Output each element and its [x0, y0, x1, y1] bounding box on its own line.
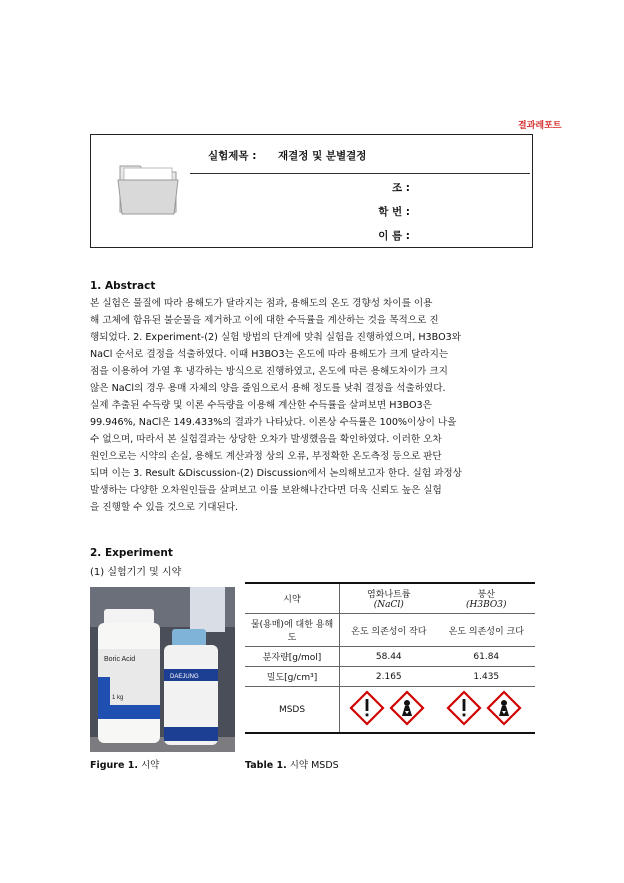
abstract-line: 되며 이는 3. Result &Discussion-(2) Discussion에서 논의해보고자 한다. 실험 과정상	[90, 468, 462, 479]
table-caption	[245, 757, 339, 771]
svg-text:1 kg: 1 kg	[112, 695, 124, 701]
reagent-bottles-image	[90, 587, 235, 752]
abstract-line: 99.946%, NaCl은 149.433%의 결과가 나타났다. 이론상 수득률은 100%이상이 나올	[90, 417, 457, 428]
name-label: 이 름 :	[378, 230, 410, 242]
student-id-label: 학 번 :	[378, 206, 410, 218]
report-tag: 결과레포트	[518, 121, 562, 131]
abstract-line: 행되었다. 2. Experiment-(2) 실험 방법의 단계에 맞춰 실험을 진행하였으며, H3BO3와	[90, 332, 461, 343]
cell-density-nacl: 2.165	[340, 667, 438, 687]
abstract-title: 1. Abstract	[90, 280, 156, 292]
reagent-photo	[90, 587, 235, 752]
abstract-line: 실제 추출된 수득량 및 이론 수득량을 이용해 계산한 수득률을 살펴보면 H3BO3은	[90, 400, 432, 411]
reagent-name: 붕산	[477, 590, 495, 600]
msds-pictograms-nacl	[349, 690, 429, 726]
reagent-name: 염화나트륨	[367, 590, 411, 600]
figure-caption-text: 시약	[137, 760, 160, 771]
exclamation-diamond-icon	[448, 692, 480, 724]
msds-pictograms-h3bo3	[446, 690, 526, 726]
reagent-h3bo3-header	[438, 583, 535, 614]
msds-table	[245, 582, 535, 734]
health-hazard-diamond-icon	[488, 692, 520, 724]
reagent-column-header: 시약	[245, 583, 340, 614]
cell-msds-nacl	[340, 687, 438, 734]
cell-density-h3bo3: 1.435	[438, 667, 535, 687]
subject-title: 재결정 및 분별결정	[278, 150, 367, 162]
abstract-line: 발생하는 다양한 오차원인들을 살펴보고 이를 보완해나간다면 더욱 신뢰도 높은 실험	[90, 485, 442, 496]
cell-solubility-h3bo3: 온도 의존성이 크다	[438, 614, 535, 647]
folder-icon	[114, 152, 184, 222]
experiment-subtitle: (1) 실험기기 및 시약	[90, 567, 182, 578]
abstract-line: 원인으로는 시약의 손실, 용해도 계산과정 상의 오류, 부정확한 온도측정 등으로 판단	[90, 451, 442, 462]
cell-msds-h3bo3	[438, 687, 535, 734]
abstract-line: 점을 이용하여 가열 후 냉각하는 방식으로 진행하였고, 온도에 따른 용해도차이가 크지	[90, 366, 448, 377]
abstract-line: 해 고체에 함유된 불순물을 제거하고 이에 대한 수득률을 계산하는 것을 목적으로 진	[90, 315, 439, 326]
health-hazard-diamond-icon	[391, 692, 423, 724]
table-row	[245, 647, 535, 667]
cell-solubility-nacl: 온도 의존성이 작다	[340, 614, 438, 647]
table-header-row	[245, 583, 535, 614]
row-label-solubility: 물(용매)에 대한 용해도	[245, 614, 340, 647]
table-row	[245, 687, 535, 734]
abstract-line: 않은 NaCl의 경우 용매 자체의 양을 줄임으로서 용해 정도를 낮춰 결정을 석출하였다.	[90, 383, 446, 394]
table-caption-text: 시약 MSDS	[286, 760, 339, 771]
figure-caption-label: Figure 1.	[90, 760, 138, 771]
row-label-msds: MSDS	[245, 687, 340, 734]
row-label-molar-mass: 분자량[g/mol]	[245, 647, 340, 667]
svg-text:Boric Acid: Boric Acid	[104, 656, 136, 663]
subject-label: 실험제목 :	[208, 150, 257, 162]
table-row	[245, 667, 535, 687]
table-caption-label: Table 1.	[245, 760, 287, 771]
group-label: 조 :	[392, 182, 410, 194]
reagent-formula: (NaCl)	[373, 600, 404, 610]
abstract-line: 수 없으며, 따라서 본 실험결과는 상당한 오차가 발생했음을 확인하였다. 이러한 오차	[90, 434, 442, 445]
exclamation-diamond-icon	[351, 692, 383, 724]
experiment-title: 2. Experiment	[90, 547, 173, 559]
header-divider	[190, 173, 530, 174]
abstract-line: 본 실험은 물질에 따라 용해도가 달라지는 점과, 용해도의 온도 경향성 차이를 이용	[90, 298, 433, 309]
row-label-density: 밀도[g/cm³]	[245, 667, 340, 687]
cell-molar-mass-h3bo3: 61.84	[438, 647, 535, 667]
svg-text:DAEJUNG: DAEJUNG	[170, 674, 199, 680]
abstract-body	[90, 295, 534, 516]
reagent-nacl-header	[340, 583, 438, 614]
abstract-line: 을 진행할 수 있을 것으로 기대된다.	[90, 502, 239, 513]
abstract-line: NaCl 순서로 결정을 석출하였다. 이때 H3BO3는 온도에 따라 용해도가 크게 달라지는	[90, 349, 449, 360]
figure-caption	[90, 757, 159, 771]
table-row	[245, 614, 535, 647]
cell-molar-mass-nacl: 58.44	[340, 647, 438, 667]
reagent-formula: (H3BO3)	[466, 600, 507, 610]
